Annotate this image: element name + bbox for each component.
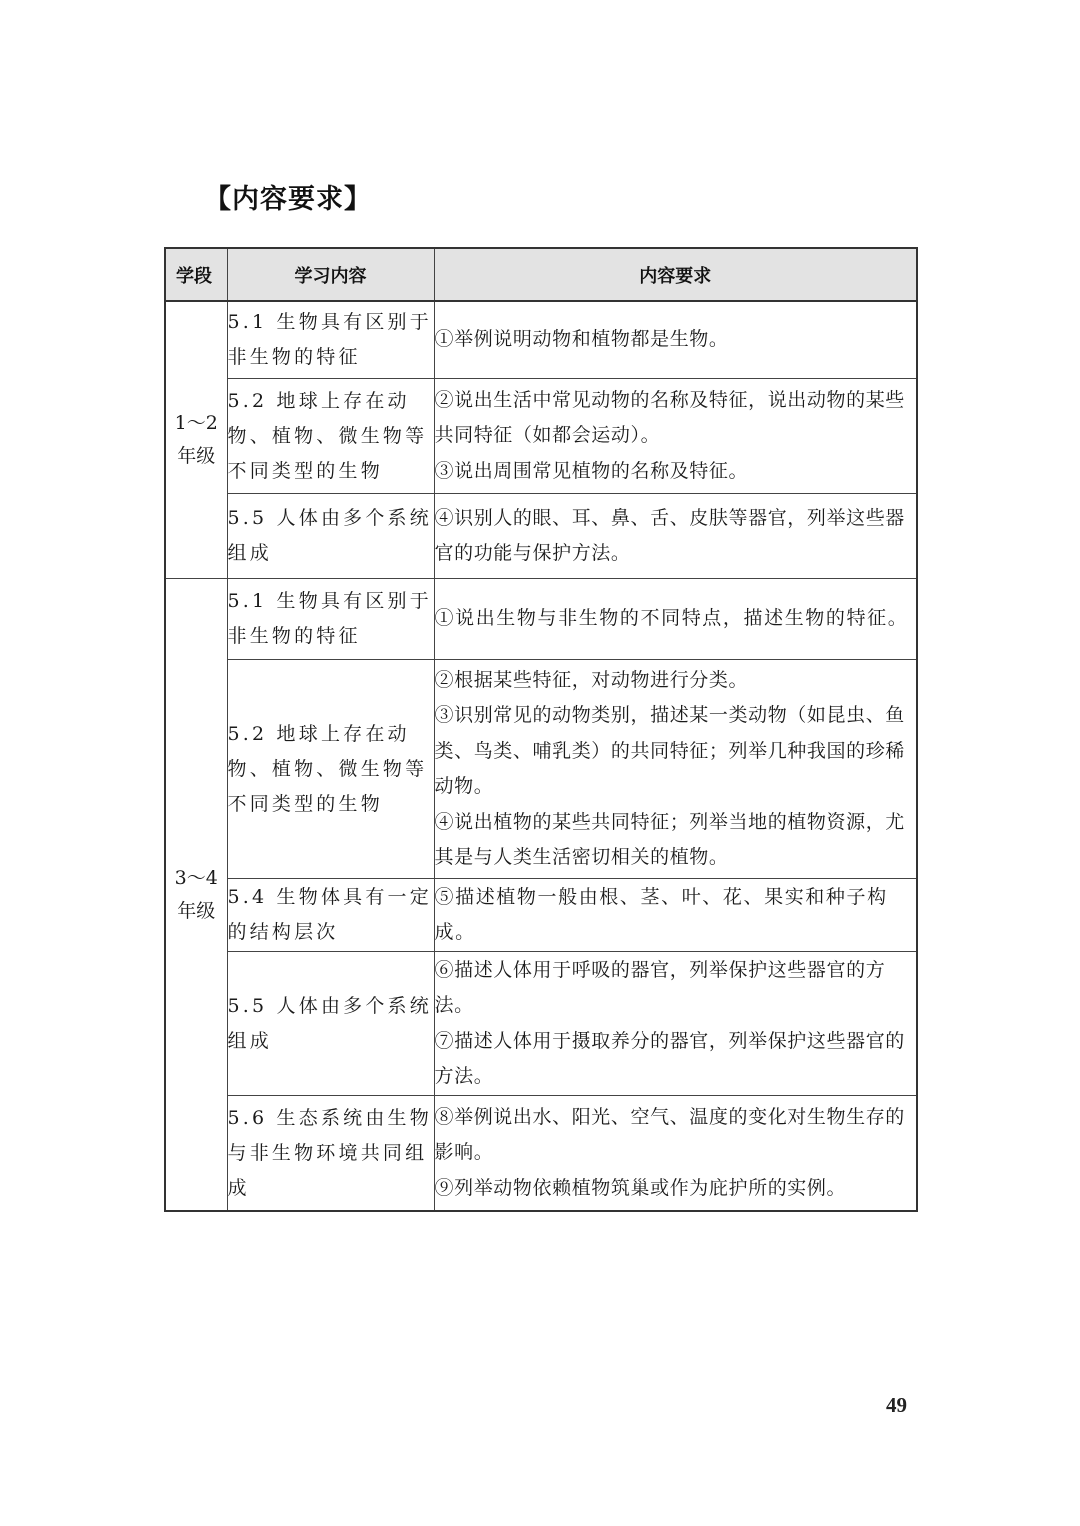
- table-row: [165, 301, 917, 379]
- content-requirements-table: [164, 247, 918, 1212]
- section-title: 【内容要求】: [204, 184, 372, 215]
- requirement-item: ③识别常见的动物类别，描述某一类动物（如昆虫、鱼类、鸟类、哺乳类）的共同特征；列举几种我国的珍稀动物。: [434, 704, 905, 797]
- stage-cell-grade-1-2: [165, 301, 227, 579]
- table-row: [165, 379, 917, 494]
- table-row: [165, 952, 917, 1096]
- header-content: 学习内容: [227, 248, 434, 301]
- requirement-item: ②说出生活中常见动物的名称及特征，说出动物的某些共同特征（如都会运动）。: [434, 388, 905, 447]
- table-row: [165, 579, 917, 660]
- topic-cell: 5.1 生物具有区别于非生物的特征: [227, 301, 434, 379]
- requirements-cell: [434, 579, 917, 660]
- topic-cell: 5.4 生物体具有一定的结构层次: [227, 879, 434, 952]
- requirement-item: ⑥描述人体用于呼吸的器官，列举保护这些器官的方法。: [434, 958, 886, 1016]
- topic-cell: 5.5 人体由多个系统组成: [227, 952, 434, 1096]
- requirements-cell: [434, 379, 917, 494]
- requirement-item: ⑤描述植物一般由根、茎、叶、花、果实和种子构成。: [434, 885, 888, 943]
- requirement-item: ⑦描述人体用于摄取养分的器官，列举保护这些器官的方法。: [434, 1029, 905, 1087]
- requirement-item: ①举例说明动物和植物都是生物。: [434, 328, 729, 351]
- page-number: 49: [886, 1393, 907, 1417]
- requirements-cell: [434, 660, 917, 879]
- requirement-item: ⑧举例说出水、阳光、空气、温度的变化对生物生存的影响。: [434, 1105, 905, 1164]
- topic-cell: 5.1 生物具有区别于非生物的特征: [227, 579, 434, 660]
- requirement-item: ②根据某些特征，对动物进行分类。: [434, 668, 749, 691]
- requirement-item: ③说出周围常见植物的名称及特征。: [434, 459, 749, 482]
- stage-label-line2: 年级: [177, 445, 216, 467]
- requirements-cell: [434, 952, 917, 1096]
- topic-cell: 5.5 人体由多个系统组成: [227, 494, 434, 579]
- requirements-cell: [434, 879, 917, 952]
- requirements-cell: [434, 494, 917, 579]
- stage-label-line2: 年级: [177, 899, 216, 922]
- topic-cell: 5.2 地球上存在动物、植物、微生物等不同类型的生物: [227, 379, 434, 494]
- table-row: [165, 879, 917, 952]
- stage-label-line1: 3～4: [174, 866, 218, 889]
- requirement-item: ①说出生物与非生物的不同特点，描述生物的特征。: [434, 607, 909, 630]
- requirements-cell: [434, 301, 917, 379]
- table-row: [165, 1096, 917, 1212]
- requirement-item: ④识别人的眼、耳、鼻、舌、皮肤等器官，列举这些器官的功能与保护方法。: [434, 506, 905, 564]
- stage-label-line1: 1～2: [174, 412, 218, 434]
- requirement-item: ⑨列举动物依赖植物筑巢或作为庇护所的实例。: [434, 1176, 847, 1199]
- table-header-row: [165, 248, 917, 301]
- header-requirements: 内容要求: [434, 248, 917, 301]
- table-row: [165, 494, 917, 579]
- topic-cell: 5.6 生态系统由生物与非生物环境共同组成: [227, 1096, 434, 1212]
- table-row: [165, 660, 917, 879]
- topic-cell: 5.2 地球上存在动物、植物、微生物等不同类型的生物: [227, 660, 434, 879]
- header-stage: 学段: [165, 248, 227, 301]
- requirements-cell: [434, 1096, 917, 1212]
- requirement-item: ④说出植物的某些共同特征；列举当地的植物资源，尤其是与人类生活密切相关的植物。: [434, 810, 905, 868]
- stage-cell-grade-3-4: [165, 579, 227, 1212]
